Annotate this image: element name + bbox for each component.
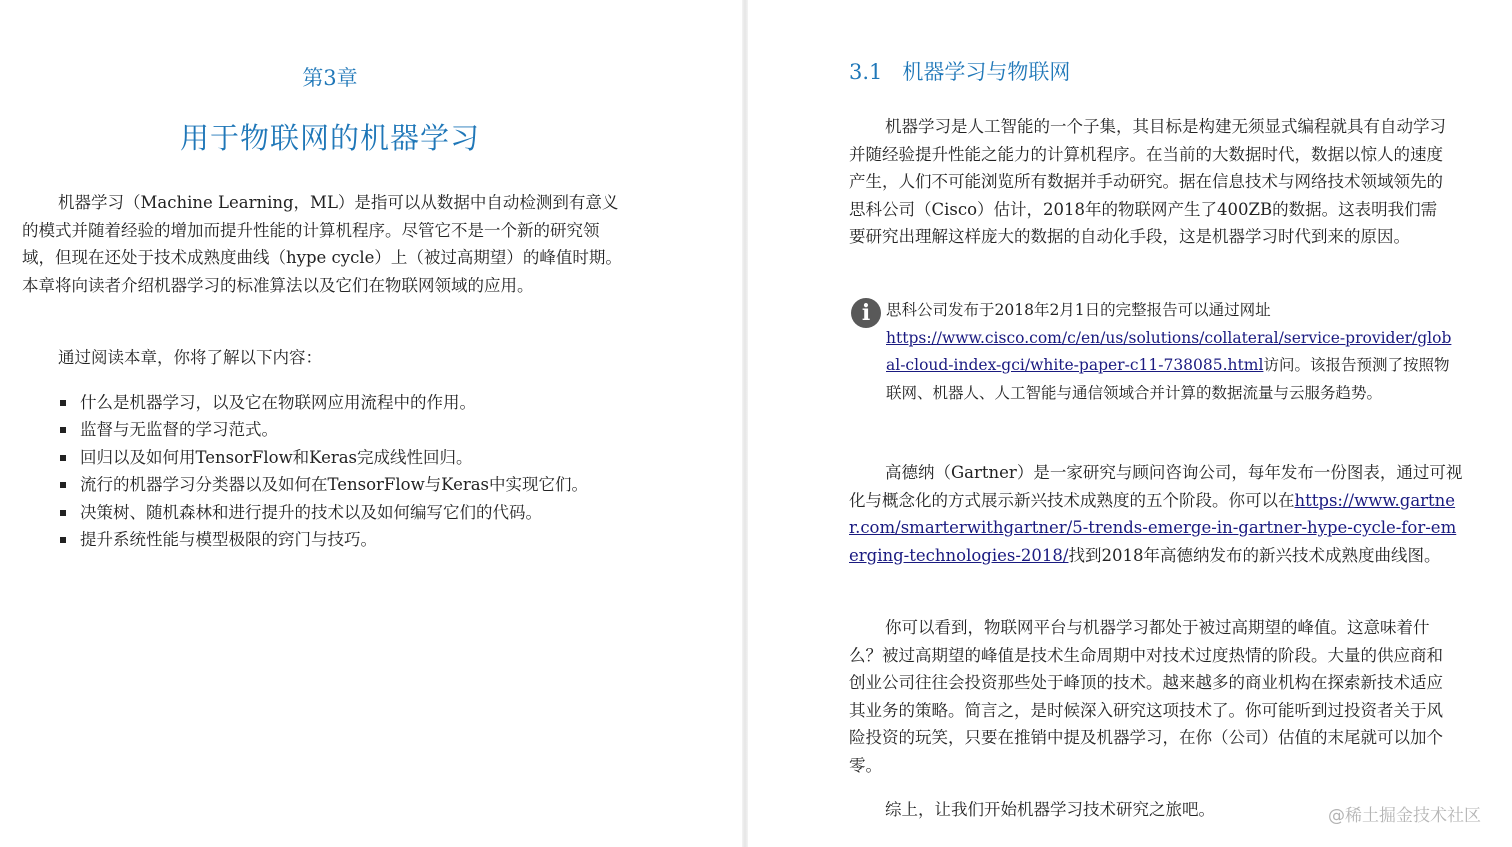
- list-item: 决策树、随机森林和进行提升的技术以及如何编写它们的代码。: [58, 499, 658, 526]
- bullet-icon: [60, 400, 66, 406]
- gartner-link[interactable]: https://www.gartner.com/smarterwithgartner/5-trends-emerge-in-gartner-hype-cycle-for-emerging-technologies-2018/: [849, 490, 1457, 565]
- cisco-report-link[interactable]: https://www.cisco.com/c/en/us/solutions/collateral/service-provider/global-cloud-index-gci/white-paper-c11-738085.html: [886, 328, 1452, 374]
- watermark: @稀土掘金技术社区: [1328, 806, 1481, 826]
- section-title: 机器学习与物联网: [902, 60, 1071, 84]
- section-heading: [849, 56, 1070, 86]
- chapter-lead-in: 通过阅读本章，你将了解以下内容：: [58, 348, 322, 367]
- section-paragraph-4: 综上，让我们开始机器学习技术研究之旅吧。: [885, 800, 1215, 819]
- right-page: [748, 0, 1512, 847]
- chapter-title: 用于物联网的机器学习: [179, 121, 480, 155]
- bullet-icon: [60, 510, 66, 516]
- info-note: [886, 297, 1452, 407]
- section-paragraph-3: 你可以看到，物联网平台与机器学习都处于被过高期望的峰值。这意味着什么？被过高期望的峰值是技术生命周期中对技术过度热情的阶段。大量的供应商和创业公司往往会投资那些处于峰顶的技术。越来越多的商业机构在探索新技术适应其业务的策略。简言之，是时候深入研究这项技术了。你可能听到过投资者关于风险投资的玩笑，只要在推销中提及机器学习，在你（公司）估值的末尾就可以加个零。: [849, 618, 1443, 775]
- section-paragraph-1: 机器学习是人工智能的一个子集，其目标是构建无须显式编程就具有自动学习并随经验提升性能之能力的计算机程序。在当前的大数据时代，数据以惊人的速度产生，人们不可能浏览所有数据并手动研究。据在信息技术与网络技术领域领先的思科公司（Cisco）估计，2018年的物联网产生了400ZB的数据。这表明我们需要研究出理解这样庞大的数据的自动化手段，这是机器学习时代到来的原因。: [849, 117, 1446, 246]
- bullet-icon: [60, 455, 66, 461]
- list-item: 流行的机器学习分类器以及如何在TensorFlow与Keras中实现它们。: [58, 471, 658, 498]
- list-item: 提升系统性能与模型极限的窍门与技巧。: [58, 526, 658, 553]
- bullet-icon: [60, 427, 66, 433]
- list-item: 回归以及如何用TensorFlow和Keras完成线性回归。: [58, 444, 658, 471]
- chapter-number: 第3章: [302, 66, 358, 90]
- chapter-objectives-list: [58, 389, 658, 553]
- section-number: 3.1: [849, 60, 883, 84]
- list-item: 什么是机器学习，以及它在物联网应用流程中的作用。: [58, 389, 658, 416]
- info-note-text-after: 访问。该报告预测了按照物联网、机器人、人工智能与通信领域合并计算的数据流量与云服务趋势。: [886, 356, 1450, 402]
- section-paragraph-2: 高德纳（Gartner）是一家研究与顾问咨询公司，每年发布一份图表，通过可视化与概念化的方式展示新兴技术成熟度的五个阶段。你可以在https://www.gartner.com/smarterwithgartner/5-trends-emerge-in-gartner-hype-cycle-for-emerging-technologies-2018/找到2018年高德纳发布的新兴技术成熟度曲线图。: [849, 463, 1463, 565]
- info-icon: i: [851, 298, 881, 328]
- bullet-icon: [60, 482, 66, 488]
- list-item: 监督与无监督的学习范式。: [58, 416, 658, 443]
- left-page: [0, 0, 742, 847]
- info-note-text: 思科公司发布于2018年2月1日的完整报告可以通过网址: [886, 301, 1271, 319]
- bullet-icon: [60, 537, 66, 543]
- chapter-intro: 机器学习（Machine Learning，ML）是指可以从数据中自动检测到有意义的模式并随着经验的增加而提升性能的计算机程序。尽管它不是一个新的研究领域，但现在还处于技术成熟度曲线（hype cycle）上（被过高期望）的峰值时期。本章将向读者介绍机器学习的标准算法以及它们在物联网领域的应用。: [22, 193, 622, 295]
